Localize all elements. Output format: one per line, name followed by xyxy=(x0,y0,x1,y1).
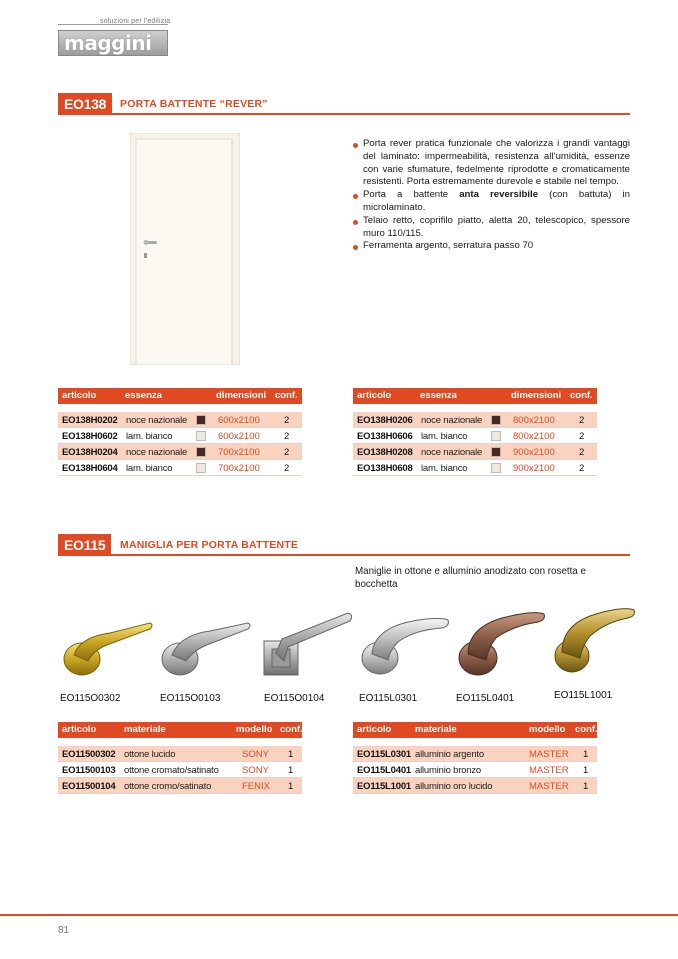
cell-conf: 1 xyxy=(288,749,294,760)
cell-conf: 2 xyxy=(579,447,585,458)
cell-conf: 1 xyxy=(583,781,589,792)
cell-essenza: lam. bianco xyxy=(126,463,173,474)
handle-label-6: EO115L1001 xyxy=(554,690,613,701)
section-rule xyxy=(58,554,630,556)
feature-4: Ferramenta argento, serratura passo 70 xyxy=(353,240,630,253)
section-title: MANIGLIA PER PORTA BATTENTE xyxy=(120,539,299,551)
cell-materiale: ottone lucido xyxy=(124,749,176,760)
table-row xyxy=(58,762,302,778)
feature-2-prefix: Porta a battente xyxy=(363,189,460,201)
cell-essenza: lam. bianco xyxy=(126,431,173,442)
door-table-right xyxy=(353,388,597,476)
cell-modello: FENIX xyxy=(242,781,270,792)
cell-articolo: EO115L1001 xyxy=(357,781,411,792)
cell-dimensioni: 800x2100 xyxy=(513,431,555,442)
col-articolo: articolo xyxy=(62,390,97,401)
cell-articolo: EO11500302 xyxy=(62,749,116,760)
cell-conf: 2 xyxy=(579,415,585,426)
door-features xyxy=(353,138,630,253)
cell-conf: 2 xyxy=(284,463,290,474)
cell-materiale: ottone cromato/satinato xyxy=(124,765,219,776)
handle-image-eo115o0104 xyxy=(262,605,358,677)
feature-2-emphasis: anta reversibile xyxy=(459,189,539,201)
brand-name: maggini xyxy=(64,31,152,55)
col-essenza: essenza xyxy=(125,390,162,401)
cell-dimensioni: 900x2100 xyxy=(513,447,555,458)
table-row xyxy=(353,746,597,762)
col-conf: conf. xyxy=(275,390,298,401)
handle-label-2: EO115O0103 xyxy=(160,693,221,704)
col-dimensioni: dimensioni xyxy=(216,390,267,401)
color-swatch xyxy=(196,431,206,441)
section-title: PORTA BATTENTE “REVER” xyxy=(120,98,268,110)
feature-1: Porta rever pratica funzionale che valorizza i grandi vantaggi del laminato: impermeabilità, resistenza all’umidità, essenze con varie sfumature, fedelmente riprodotte e cromaticamente resistenti. Porta estremamente durevole e stabile nel tempo. xyxy=(353,138,630,189)
cell-essenza: noce nazionale xyxy=(421,447,483,458)
handle-label-3: EO115O0104 xyxy=(264,693,325,704)
cell-essenza: noce nazionale xyxy=(421,415,483,426)
col-materiale: materiale xyxy=(415,724,457,735)
cell-modello: MASTER xyxy=(529,749,569,760)
table-row xyxy=(58,746,302,762)
handle-label-1: EO115O0302 xyxy=(60,693,121,704)
page-number: 81 xyxy=(58,925,70,936)
handles-description: Maniglie in ottone e alluminio anodizato con rosetta e bocchetta xyxy=(355,566,586,590)
cell-essenza: noce nazionale xyxy=(126,415,188,426)
section-header-eo138 xyxy=(58,93,630,115)
col-dimensioni: dimensioni xyxy=(511,390,562,401)
cell-essenza: noce nazionale xyxy=(126,447,188,458)
cell-articolo: EO138H0608 xyxy=(357,463,413,474)
col-modello: modello xyxy=(236,724,273,735)
handle-image-eo115l0401 xyxy=(454,606,550,678)
cell-articolo: EO138H0604 xyxy=(62,463,118,474)
table-row xyxy=(58,444,302,460)
table-row xyxy=(58,778,302,794)
cell-modello: SONY xyxy=(242,765,269,776)
door-image xyxy=(130,133,240,365)
cell-essenza: lam. bianco xyxy=(421,431,468,442)
handle-table-right xyxy=(353,722,597,794)
table-row xyxy=(353,428,597,444)
cell-materiale: alluminio oro lucido xyxy=(415,781,493,792)
table-row xyxy=(58,412,302,428)
color-swatch xyxy=(196,415,206,425)
table-row xyxy=(353,444,597,460)
color-swatch xyxy=(491,415,501,425)
col-conf: conf. xyxy=(570,390,593,401)
cell-articolo: EO138H0204 xyxy=(62,447,118,458)
brand-logo xyxy=(58,18,170,60)
col-conf: conf. xyxy=(280,724,303,735)
col-articolo: articolo xyxy=(357,724,392,735)
cell-articolo: EO138H0602 xyxy=(62,431,118,442)
cell-articolo: EO138H0202 xyxy=(62,415,118,426)
cell-dimensioni: 800x2100 xyxy=(513,415,555,426)
cell-articolo: EO115L0401 xyxy=(357,765,411,776)
cell-articolo: EO115L0301 xyxy=(357,749,411,760)
handle-table-left xyxy=(58,722,302,794)
footer-rule xyxy=(0,914,678,916)
section-rule xyxy=(58,113,630,115)
color-swatch xyxy=(491,447,501,457)
cell-conf: 1 xyxy=(288,765,294,776)
cell-dimensioni: 900x2100 xyxy=(513,463,555,474)
cell-articolo: EO138H0606 xyxy=(357,431,413,442)
color-swatch xyxy=(491,463,501,473)
table-row xyxy=(353,412,597,428)
cell-dimensioni: 700x2100 xyxy=(218,447,260,458)
handle-label-4: EO115L0301 xyxy=(359,693,418,704)
col-materiale: materiale xyxy=(124,724,166,735)
table-row xyxy=(58,460,302,476)
col-conf: conf. xyxy=(575,724,598,735)
section-code: EO138 xyxy=(58,93,112,115)
door-table-left xyxy=(58,388,302,476)
cell-materiale: alluminio bronzo xyxy=(415,765,481,776)
table-header xyxy=(58,388,302,404)
col-articolo: articolo xyxy=(62,724,97,735)
color-swatch xyxy=(196,447,206,457)
cell-dimensioni: 600x2100 xyxy=(218,431,260,442)
section-code: EO115 xyxy=(58,534,111,556)
table-row xyxy=(353,778,597,794)
logo-rule xyxy=(58,24,168,25)
cell-conf: 2 xyxy=(284,447,290,458)
cell-materiale: alluminio argento xyxy=(415,749,484,760)
cell-materiale: ottone cromo/satinato xyxy=(124,781,212,792)
handle-image-eo115l0301 xyxy=(358,612,454,678)
color-swatch xyxy=(491,431,501,441)
handle-image-eo115o0103 xyxy=(158,615,254,677)
cell-conf: 2 xyxy=(579,431,585,442)
cell-essenza: lam. bianco xyxy=(421,463,468,474)
cell-articolo: EO11500103 xyxy=(62,765,116,776)
table-row xyxy=(353,460,597,476)
feature-2-suffix: (con battuta) in microlaminato. xyxy=(363,189,630,213)
section-header-eo115 xyxy=(58,534,630,556)
cell-articolo: EO138H0206 xyxy=(357,415,413,426)
table-row xyxy=(353,762,597,778)
cell-conf: 1 xyxy=(583,749,589,760)
color-swatch xyxy=(196,463,206,473)
col-articolo: articolo xyxy=(357,390,392,401)
table-header xyxy=(353,388,597,404)
handle-image-eo115l1001 xyxy=(552,604,642,676)
cell-modello: MASTER xyxy=(529,781,569,792)
cell-conf: 2 xyxy=(284,415,290,426)
handle-image-eo115o0302 xyxy=(60,615,156,677)
cell-conf: 1 xyxy=(583,765,589,776)
cell-modello: SONY xyxy=(242,749,269,760)
cell-articolo: EO11500104 xyxy=(62,781,116,792)
cell-dimensioni: 600x2100 xyxy=(218,415,260,426)
table-header xyxy=(353,722,597,738)
cell-conf: 2 xyxy=(284,431,290,442)
table-row xyxy=(58,428,302,444)
feature-2 xyxy=(353,189,630,215)
cell-articolo: EO138H0208 xyxy=(357,447,413,458)
handle-label-5: EO115L0401 xyxy=(456,693,515,704)
cell-modello: MASTER xyxy=(529,765,569,776)
brand-tagline: soluzioni per l'edilizia xyxy=(100,18,171,25)
col-modello: modello xyxy=(529,724,566,735)
cell-dimensioni: 700x2100 xyxy=(218,463,260,474)
col-essenza: essenza xyxy=(420,390,457,401)
cell-conf: 2 xyxy=(579,463,585,474)
cell-conf: 1 xyxy=(288,781,294,792)
feature-3: Telaio retto, coprifilo piatto, aletta 20, telescopico, spessore muro 110/115. xyxy=(353,215,630,241)
table-header xyxy=(58,722,302,738)
